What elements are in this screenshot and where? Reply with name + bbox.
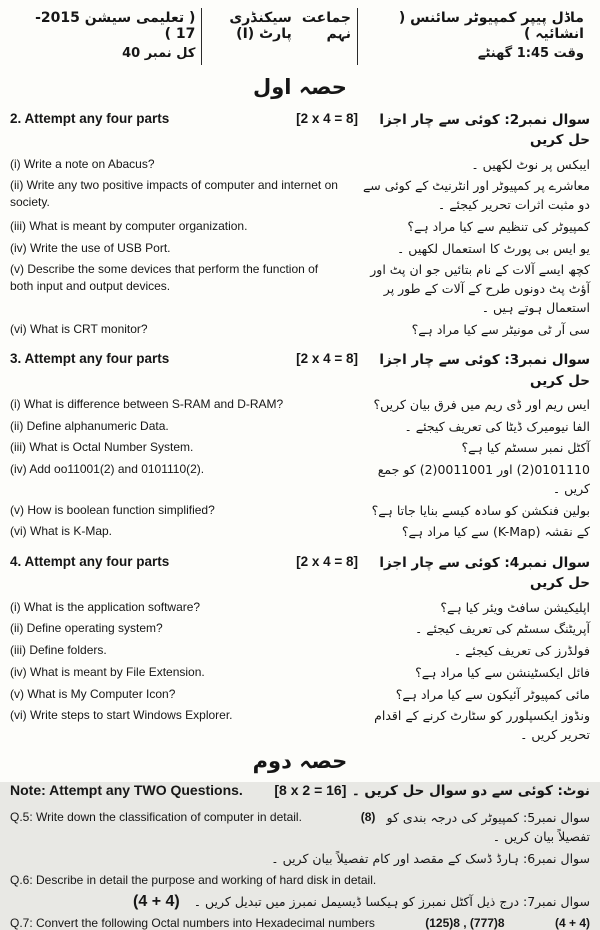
- question-item: [10, 261, 590, 317]
- academic-session: ( تعلیمی سیشن 2015-17 ): [35, 10, 196, 42]
- total-marks: کل نمبر 40: [122, 46, 196, 61]
- question-text-ur: بولین فنکشن کو سادہ کیسے بنایا جاتا ہے؟: [371, 502, 590, 518]
- question6-text-ur: سوال نمبر6: ہارڈ ڈسک کے مقصد اور کام تفصیلاً بیان کریں ۔: [271, 850, 590, 866]
- exam-time: وقت 1:45 گھنٹے: [477, 46, 584, 61]
- question6-row-ur: [10, 850, 590, 869]
- question-text-en: (i) What is difference between S-RAM and D-RAM?: [10, 396, 284, 411]
- question-text-ur: کے نقشہ (K-Map) سے کیا مراد ہے؟: [401, 524, 590, 540]
- question6-text-en: Q.6: Describe in detail the purpose and working of hard disk in detail.: [10, 873, 377, 888]
- question7-numbers: (125)8 , (777)8: [425, 915, 505, 930]
- section2-title-ur: سوال نمبر2: کوئی سے چار اجزا حل کریں: [379, 112, 590, 149]
- class-name: جماعت نہم: [301, 10, 351, 42]
- question-item: [10, 396, 590, 415]
- question-text-ur: فائل ایکسٹینشن سے کیا مراد ہے؟: [415, 664, 590, 680]
- question-text-ur: فولڈرز کی تعریف کیجئے ۔: [453, 643, 590, 658]
- question-item: [10, 240, 590, 259]
- question-text-en: (iii) What is meant by computer organization.: [10, 218, 248, 233]
- section3-title-ur: سوال نمبر3: کوئی سے چار اجزا حل کریں: [379, 352, 590, 389]
- question-text-en: (i) What is the application software?: [10, 599, 201, 614]
- question-item: [10, 156, 590, 175]
- question-text-ur: معاشرے پر کمپیوٹر اور انٹرنیٹ کے کوئی سے دو مثبت اثرات تحریر کیجئے ۔: [362, 178, 590, 212]
- question-text-ur: سی آر ٹی مونیٹر سے کیا مراد ہے؟: [411, 321, 590, 337]
- question-item: [10, 177, 590, 215]
- question-text-ur: آکٹل نمبر سسٹم کیا ہے؟: [461, 440, 590, 456]
- question-text-ur: کچھ ایسے آلات کے نام بتائیں جو ان پٹ اور آؤٹ پٹ دونوں طرح کے آلات کے طور پر استعمال ہوتے ہیں ۔: [370, 262, 590, 315]
- question-item: [10, 502, 590, 521]
- header-title-cell: [358, 8, 590, 65]
- section3-header: [10, 350, 590, 391]
- section4-title-ur: سوال نمبر4: کوئی سے چار اجزا حل کریں: [379, 555, 590, 592]
- question-text-ur: ایبکس پر نوٹ لکھیں ۔: [471, 156, 590, 172]
- question-item: [10, 321, 590, 340]
- question-text-en: (v) What is My Computer Icon?: [10, 686, 176, 701]
- question-item: [10, 218, 590, 237]
- section3-marks: [2 x 4 = 8]: [296, 351, 358, 367]
- question-text-en: (ii) Define operating system?: [10, 621, 163, 636]
- question-item: [10, 642, 590, 661]
- question-text-ur: آپریٹنگ سسٹم کی تعریف کیجئے ۔: [414, 621, 590, 637]
- question5-row: [10, 809, 590, 847]
- question-text-en: (iv) Write the use of USB Port.: [10, 240, 171, 255]
- question7-marks: (4 + 4): [554, 915, 590, 930]
- header-class-cell: [201, 8, 358, 65]
- question-item: [10, 418, 590, 437]
- part1-heading: حصہ اول: [253, 75, 347, 99]
- question-text-en: (iv) What is meant by File Extension.: [10, 664, 205, 679]
- question-text-ur: ایس ریم اور ڈی ریم میں فرق بیان کریں؟: [373, 396, 590, 412]
- paper-header: [10, 8, 590, 65]
- question7-row-ur: [10, 893, 590, 912]
- question5-text-ur: سوال نمبر5: کمپیوٹر کی درجہ بندی کو تفصیلاً بیان کریں ۔: [386, 810, 590, 844]
- part-label: سیکنڈری پارٹ (I): [229, 10, 292, 42]
- section4-title-en: 4. Attempt any four parts: [10, 554, 170, 569]
- question6-row-en: [10, 872, 590, 889]
- note-text-ur: نوٹ: کوئی سے دو سوال حل کریں ۔: [351, 782, 590, 799]
- question-text-ur: کمپیوٹر کی تنظیم سے کیا مراد ہے؟: [407, 218, 590, 234]
- question-text-en: (vi) Write steps to start Windows Explorer.: [10, 708, 233, 723]
- question-text-en: (vi) What is K-Map.: [10, 524, 113, 539]
- question-text-ur: 0101110(2) اور 0011001(2) کو جمع کریں ۔: [377, 462, 590, 496]
- question-text-en: (v) Describe the some devices that perform the function of both input and output devices.: [10, 262, 319, 293]
- section2-header: [10, 110, 590, 151]
- question-item: [10, 523, 590, 542]
- question7-row-en: [10, 916, 590, 930]
- question-text-en: (iii) Define folders.: [10, 643, 107, 657]
- question-text-ur: اپلیکیشن سافٹ ویئر کیا ہے؟: [440, 599, 590, 615]
- section2-marks: [2 x 4 = 8]: [296, 111, 358, 126]
- note-row: [10, 781, 590, 801]
- paper-title: ماڈل پیپر کمپیوٹر سائنس ( انشائیہ ): [398, 10, 584, 42]
- question-text-ur: ونڈوز ایکسپلورر کو سٹارٹ کرنے کے اقدام تحریر کریں ۔: [374, 708, 590, 742]
- question-item: [10, 664, 590, 683]
- question7-text-ur: سوال نمبر7: درج ذیل آکٹل نمبرز کو ہیکسا ڈیسیمل نمبرز میں تبدیل کریں ۔: [193, 893, 590, 909]
- section2-title-en: 2. Attempt any four parts: [10, 111, 170, 126]
- question-text-en: (ii) Write any two positive impacts of computer and internet on society.: [10, 178, 338, 209]
- header-session-cell: [10, 8, 201, 65]
- question-item: [10, 439, 590, 458]
- question-item: [10, 686, 590, 705]
- question-text-ur: الفا نیومیرک ڈیٹا کی تعریف کیجئے ۔: [404, 418, 590, 434]
- question-text-ur: یو ایس بی پورٹ کا استعمال لکھیں ۔: [397, 240, 590, 256]
- question-text-en: (iv) Add oo11001(2) and 0101110(2).: [10, 462, 205, 476]
- question-text-en: (vi) What is CRT monitor?: [10, 321, 148, 336]
- question5-marks: (8): [360, 810, 376, 824]
- question-text-ur: مائی کمپیوٹر آئیکون سے کیا مراد ہے؟: [395, 686, 590, 702]
- question7-text-en: Q.7: Convert the following Octal numbers into Hexadecimal numbers: [10, 915, 375, 930]
- question-text-en: (v) How is boolean function simplified?: [10, 502, 215, 517]
- question-text-en: (iii) What is Octal Number System.: [10, 440, 194, 455]
- note-text-en: Note: Attempt any TWO Questions.: [10, 781, 243, 798]
- question5-text-en: Q.5: Write down the classification of computer in detail.: [10, 810, 302, 824]
- question-item: [10, 620, 590, 639]
- note-marks: [8 x 2 = 16]: [274, 781, 347, 798]
- question-item: [10, 599, 590, 618]
- question-item: [10, 461, 590, 499]
- question6-marks: (4 + 4): [133, 892, 180, 910]
- part2-heading: حصہ دوم: [252, 748, 348, 773]
- question-text-en: (i) Write a note on Abacus?: [10, 156, 155, 171]
- question-text-en: (ii) Define alphanumeric Data.: [10, 418, 169, 433]
- question-item: [10, 707, 590, 745]
- section3-title-en: 3. Attempt any four parts: [10, 351, 170, 367]
- section4-marks: [2 x 4 = 8]: [296, 554, 358, 569]
- section4-header: [10, 553, 590, 594]
